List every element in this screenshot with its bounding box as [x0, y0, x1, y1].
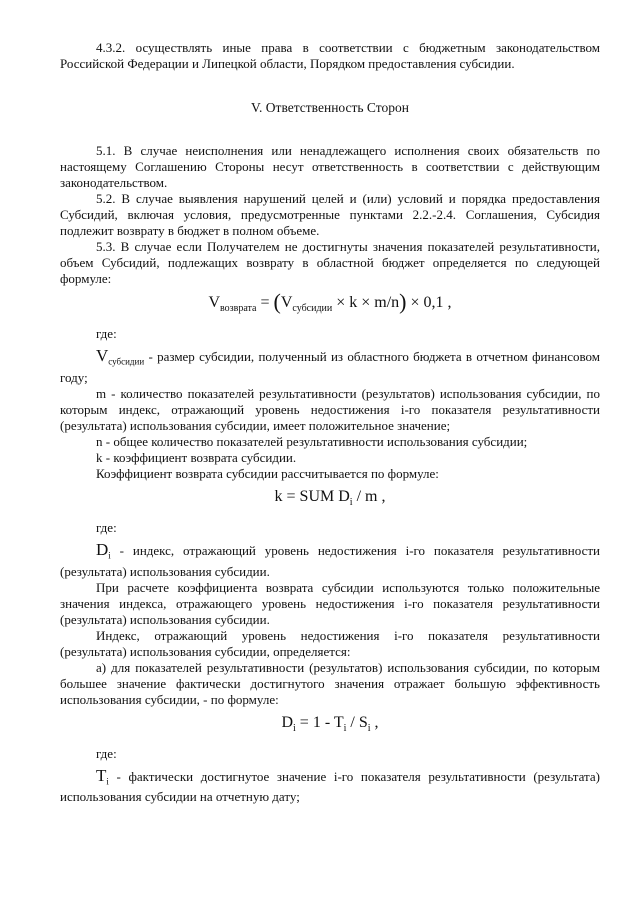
where-label-3: где: — [96, 745, 117, 761]
formula-k-right: / m , — [352, 487, 386, 505]
def-v-sub: субсидии — [108, 356, 145, 367]
formula-t-sub: i — [343, 722, 347, 734]
paragraph-a: а) для показателей результативности (результатов) использования субсидии, по которым большее значение фактически достигнутого значения отражает большую эффективность использования субсидии, - по формуле: — [60, 659, 600, 707]
def-t-symbol: T — [96, 765, 107, 785]
formula-refund-volume — [60, 291, 600, 320]
formula-d-slash: / S — [346, 713, 368, 731]
def-v-symbol: V — [96, 346, 109, 366]
formula-lhs-sub: возврата — [220, 303, 257, 315]
def-d-text: - индекс, отражающий уровень недостижения i-го показателя результативности (результата) использования субсидии. — [60, 542, 600, 579]
formula-d-mid: = 1 - T — [295, 713, 344, 731]
formula-eq: = — [256, 294, 274, 311]
where-label-2: где: — [96, 519, 117, 535]
formula-open-paren: ( — [273, 289, 281, 314]
paragraph-5-3: 5.3. В случае если Получателем не достигнуты значения показателей результативности, объем Субсидий, подлежащих возврату в областной бюджет определяется по следующей формуле: — [60, 239, 600, 286]
paragraph-4-3-2: 4.3.2. осуществлять иные права в соответствии с бюджетным законодательством Российской Федерации и Липецкой области, Порядком предоставления субсидии. — [60, 40, 600, 71]
definition-v — [60, 348, 600, 386]
formula-v-sub: субсидии — [292, 303, 333, 315]
formula-lhs: V — [208, 294, 221, 311]
formula-tail: × 0,1 , — [406, 294, 452, 311]
definition-k: k - коэффициент возврата субсидии. — [96, 449, 297, 465]
formula-d-end: , — [370, 713, 379, 731]
formula-d-sub: i — [293, 722, 296, 734]
section-title: V. Ответственность Сторон — [251, 100, 409, 115]
formula-k-left: k = SUM D — [274, 487, 350, 505]
formula-mid: × k × m/n — [332, 294, 400, 311]
formula-v: V — [280, 294, 293, 311]
where-label-1: где: — [96, 326, 117, 342]
document-page — [60, 40, 600, 805]
formula-k — [60, 486, 600, 514]
formula-d — [60, 712, 600, 740]
def-d-symbol: D — [96, 539, 109, 559]
k-formula-intro: Коэффициент возврата субсидии рассчитывается по формуле: — [96, 465, 439, 481]
def-d-sub: i — [108, 550, 111, 561]
formula-k-sub: i — [349, 496, 353, 508]
paragraph-index: Индекс, отражающий уровень недостижения i-го показателя результативности (результата) использования субсидии, определяется: — [60, 627, 600, 659]
definition-t — [60, 765, 600, 806]
formula-s-sub: i — [367, 722, 371, 734]
def-t-text: - фактически достигнутое значение i-го показателя результативности (результата) использования субсидии на отчетную дату; — [60, 768, 600, 805]
def-v-text: - размер субсидии, полученный из областного бюджета в отчетном финансовом году; — [60, 349, 600, 385]
formula-d-sym: D — [281, 713, 294, 731]
def-t-sub: i — [106, 776, 109, 787]
formula-close-paren: ) — [399, 289, 407, 314]
definition-d — [60, 539, 600, 580]
definition-m: m - количество показателей результативности (результатов) использования субсидии, по которым индекс, отражающий уровень недостижения i-го показателя результативности (результата) использования субсидии, имеет положительное значение; — [60, 385, 600, 433]
paragraph-5-1: 5.1. В случае неисполнения или ненадлежащего исполнения своих обязательств по настоящему Соглашению Стороны несут ответственность в соответствии с действующим законодательством. — [60, 143, 600, 190]
paragraph-5-2: 5.2. В случае выявления нарушений целей и (или) условий и порядка предоставления Субсидий, включая условия, предусмотренные пунктами 2.2.-2.4. Соглашения, Субсидия подлежит возврату в бюджет в полном объеме. — [60, 191, 600, 238]
definition-n: n - общее количество показателей результативности использования субсидии; — [96, 433, 528, 449]
paragraph-calculation: При расчете коэффициента возврата субсидии используются только положительные значения индекса, отражающего уровень недостижения i-го показателя результативности (результата) использования субсидии. — [60, 579, 600, 627]
